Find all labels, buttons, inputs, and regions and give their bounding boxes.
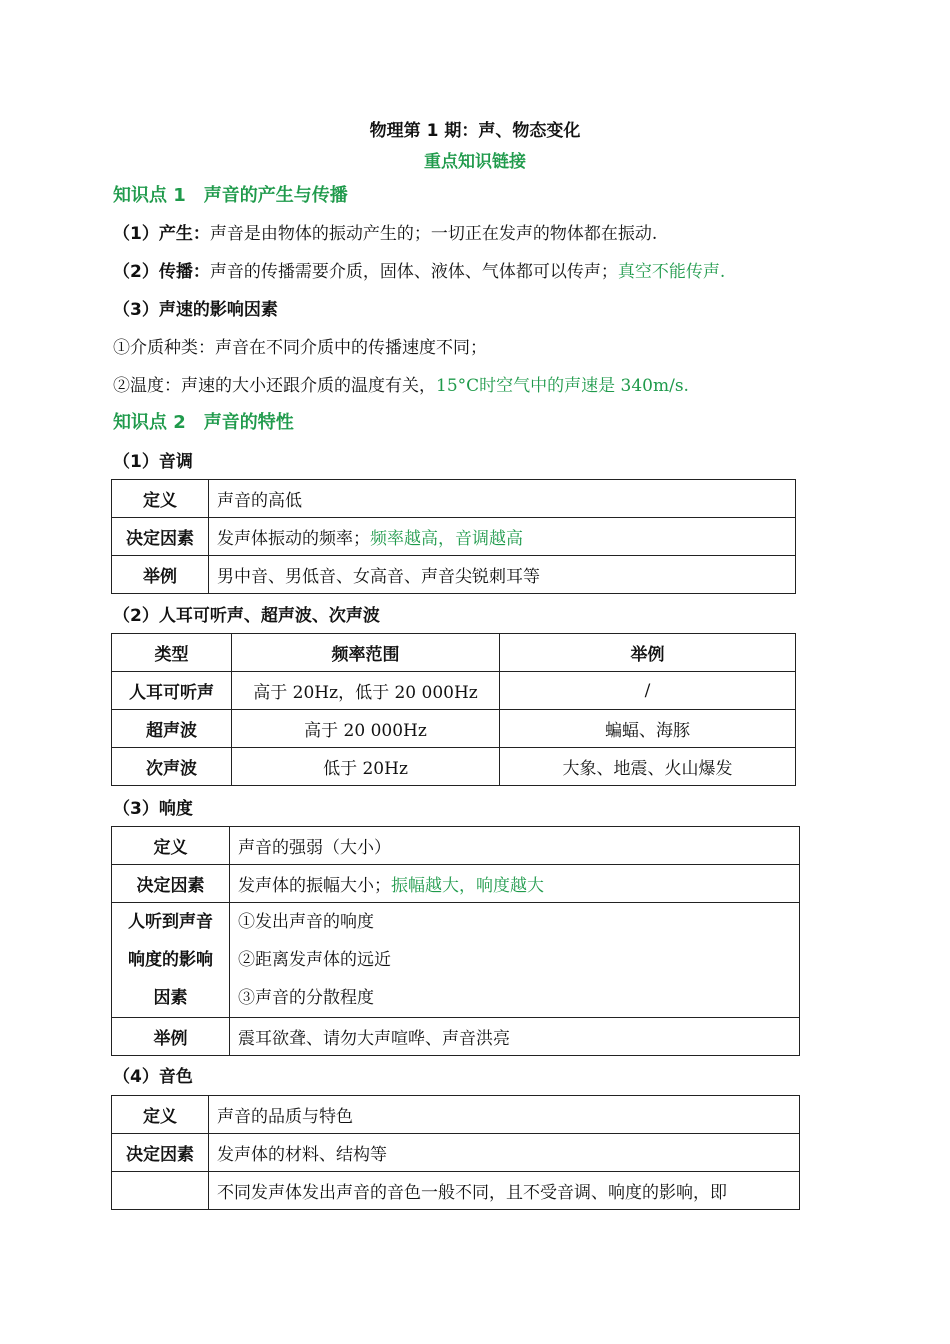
influence-key-line: 响度的影响	[128, 950, 213, 970]
paragraph-medium: ①介质种类：声音在不同介质中的传播速度不同；	[113, 338, 487, 358]
timbre-key	[112, 1172, 209, 1210]
timbre-value: 声音的品质与特色	[209, 1096, 800, 1134]
timbre-key: 决定因素	[112, 1134, 209, 1172]
propagation-text: 声音的传播需要介质，固体、液体、气体都可以传声；	[209, 262, 618, 282]
type-cell: 次声波	[112, 748, 232, 786]
section-2-heading: 知识点 2 声音的特性	[113, 412, 294, 433]
timbre-value: 发声体的材料、结构等	[209, 1134, 800, 1172]
loudness-value: 声音的强弱（大小）	[230, 827, 800, 865]
table-row	[112, 903, 800, 1018]
pitch-label: （1）音调	[113, 452, 193, 472]
loudness-value-text: 发声体的振幅大小；	[238, 876, 391, 896]
influence-item: ②距离发声体的远近	[238, 950, 391, 970]
loudness-label: （3）响度	[113, 799, 193, 819]
loudness-value	[230, 865, 800, 903]
influence-key-line: 人听到声音	[128, 912, 213, 932]
table-row	[112, 1172, 800, 1210]
table-row	[112, 1096, 800, 1134]
propagation-label: （2）传播：	[113, 262, 210, 282]
pitch-value-highlight: 频率越高，音调越高	[370, 529, 523, 549]
pitch-value-text: 男中音、男低音、女高音、声音尖锐刺耳等	[217, 567, 540, 587]
production-text: 声音是由物体的振动产生的；一切正在发声的物体都在振动.	[209, 224, 658, 244]
pitch-value	[209, 480, 796, 518]
influence-item: ①发出声音的响度	[238, 912, 374, 932]
page-subtitle: 重点知识链接	[424, 152, 526, 172]
column-header: 举例	[500, 634, 796, 672]
loudness-key: 定义	[112, 827, 230, 865]
loudness-table	[111, 826, 800, 1056]
type-cell: 人耳可听声	[112, 672, 232, 710]
pitch-key: 举例	[112, 556, 209, 594]
table-row	[112, 556, 796, 594]
table-header-row	[112, 634, 796, 672]
paragraph-production	[113, 222, 657, 246]
pitch-value-text: 声音的高低	[217, 491, 302, 511]
influence-item: ③声音的分散程度	[238, 988, 374, 1008]
production-label: （1）产生：	[113, 224, 210, 244]
temperature-text: ②温度：声速的大小还跟介质的温度有关，	[113, 376, 436, 396]
example-cell: 蝙蝠、海豚	[500, 710, 796, 748]
loudness-value	[230, 903, 800, 1018]
table-row	[112, 518, 796, 556]
table-row	[112, 710, 796, 748]
range-cell: 高于 20 000Hz	[232, 710, 500, 748]
pitch-key: 定义	[112, 480, 209, 518]
section-1-heading: 知识点 1 声音的产生与传播	[113, 185, 348, 206]
hearing-table	[111, 633, 796, 786]
timbre-key: 定义	[112, 1096, 209, 1134]
loudness-key	[112, 903, 230, 1018]
paragraph-propagation	[113, 260, 725, 284]
column-header: 频率范围	[232, 634, 500, 672]
pitch-table	[111, 479, 796, 594]
pitch-value-text: 发声体振动的频率；	[217, 529, 370, 549]
loudness-value: 震耳欲聋、请勿大声喧哗、声音洪亮	[230, 1018, 800, 1056]
propagation-highlight: 真空不能传声.	[617, 262, 726, 282]
table-row	[112, 1134, 800, 1172]
example-cell: /	[500, 672, 796, 710]
type-cell: 超声波	[112, 710, 232, 748]
example-cell: 大象、地震、火山爆发	[500, 748, 796, 786]
paragraph-temperature	[113, 374, 689, 398]
table-row	[112, 827, 800, 865]
timbre-table	[111, 1095, 800, 1210]
loudness-key: 决定因素	[112, 865, 230, 903]
table-row	[112, 865, 800, 903]
timbre-value: 不同发声体发出声音的音色一般不同，且不受音调、响度的影响，即	[209, 1172, 800, 1210]
pitch-value	[209, 556, 796, 594]
loudness-value-highlight: 振幅越大，响度越大	[391, 876, 544, 896]
table-row	[112, 480, 796, 518]
timbre-label: （4）音色	[113, 1067, 193, 1087]
table-row	[112, 672, 796, 710]
pitch-value	[209, 518, 796, 556]
influence-key-line: 因素	[153, 988, 188, 1008]
range-cell: 低于 20Hz	[232, 748, 500, 786]
table-row	[112, 1018, 800, 1056]
loudness-key: 举例	[112, 1018, 230, 1056]
range-cell: 高于 20Hz，低于 20 000Hz	[232, 672, 500, 710]
temperature-highlight: 15°C时空气中的声速是 340m/s.	[436, 376, 689, 396]
page-title: 物理第 1 期：声、物态变化	[369, 121, 581, 141]
column-header: 类型	[112, 634, 232, 672]
speed-factors-label: （3）声速的影响因素	[113, 300, 278, 320]
hearing-label: （2）人耳可听声、超声波、次声波	[113, 606, 380, 626]
table-row	[112, 748, 796, 786]
pitch-key: 决定因素	[112, 518, 209, 556]
